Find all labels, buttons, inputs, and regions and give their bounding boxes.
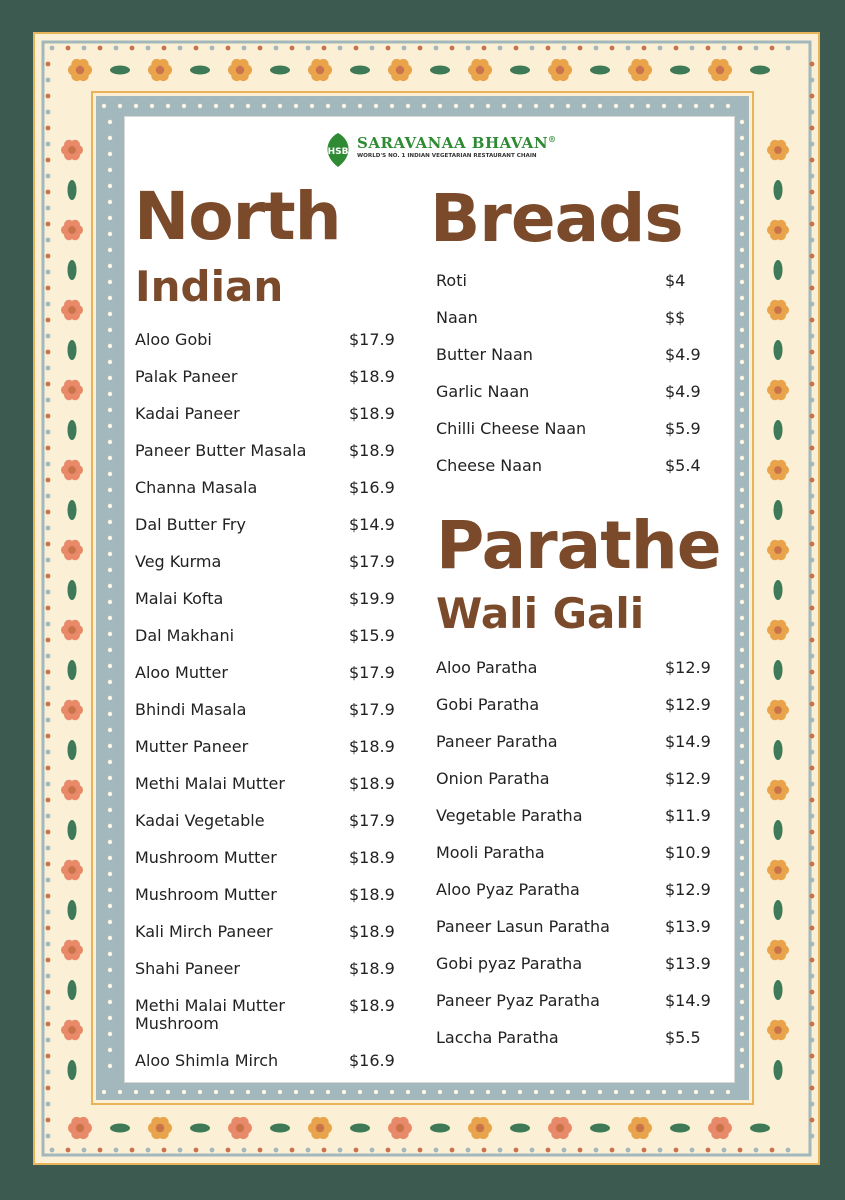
- item-price: $15.9: [349, 626, 395, 645]
- brand-logo: [322, 132, 557, 170]
- item-price: $18.9: [349, 922, 395, 941]
- item-price: $17.9: [349, 663, 395, 682]
- item-price: $4.9: [665, 382, 701, 401]
- item-price: $14.9: [665, 732, 711, 751]
- item-name: Chilli Cheese Naan: [436, 419, 587, 438]
- item-price: $5.5: [665, 1028, 701, 1047]
- item-price: $5.4: [665, 456, 701, 475]
- item-name: Dal Makhani: [135, 626, 235, 645]
- brand-name: SARAVANAA BHAVAN: [357, 134, 549, 152]
- item-price: $16.9: [349, 478, 395, 497]
- item-price: $18.9: [349, 737, 395, 756]
- item-name: Channa Masala: [135, 478, 258, 497]
- item-name: Onion Paratha: [436, 769, 550, 788]
- item-name: Laccha Paratha: [436, 1028, 559, 1047]
- item-price: $18.9: [349, 441, 395, 460]
- item-price: $18.9: [349, 774, 395, 793]
- parathe-title-line2: Wali Gali: [436, 589, 645, 638]
- registered-mark: ®: [548, 134, 557, 144]
- item-name: Methi Malai Mutter Mushroom: [135, 996, 285, 1033]
- item-name: Paneer Pyaz Paratha: [436, 991, 600, 1010]
- item-name: Garlic Naan: [436, 382, 530, 401]
- item-name: Veg Kurma: [135, 552, 222, 571]
- item-price: $18.9: [349, 404, 395, 423]
- item-name: Methi Malai Mutter: [135, 774, 285, 793]
- north-indian-title-line2: Indian: [135, 262, 284, 311]
- item-price: $4: [665, 271, 686, 290]
- item-price: $10.9: [665, 843, 711, 862]
- item-price: $12.9: [665, 769, 711, 788]
- item-price: $5.9: [665, 419, 701, 438]
- item-price: $16.9: [349, 1051, 395, 1070]
- item-price: $18.9: [349, 996, 395, 1015]
- parathe-title-line1: Parathe: [436, 507, 721, 584]
- item-price: $4.9: [665, 345, 701, 364]
- item-price: $11.9: [665, 806, 711, 825]
- item-name: Malai Kofta: [135, 589, 224, 608]
- item-price: $18.9: [349, 885, 395, 904]
- item-price: $18.9: [349, 848, 395, 867]
- item-name: Paneer Butter Masala: [135, 441, 307, 460]
- item-name: Vegetable Paratha: [436, 806, 583, 825]
- item-price: $19.9: [349, 589, 395, 608]
- item-price: $17.9: [349, 330, 395, 349]
- breads-title: Breads: [430, 180, 683, 257]
- item-name: Aloo Mutter: [135, 663, 228, 682]
- item-price: $12.9: [665, 880, 711, 899]
- item-name: Shahi Paneer: [135, 959, 240, 978]
- item-price: $13.9: [665, 917, 711, 936]
- item-name: Mushroom Mutter: [135, 885, 277, 904]
- item-name: Mushroom Mutter: [135, 848, 277, 867]
- item-name: Dal Butter Fry: [135, 515, 246, 534]
- item-name: Cheese Naan: [436, 456, 542, 475]
- item-price: $17.9: [349, 811, 395, 830]
- item-name: Roti: [436, 271, 467, 290]
- item-price: $14.9: [349, 515, 395, 534]
- item-name: Aloo Paratha: [436, 658, 538, 677]
- item-name: Kadai Paneer: [135, 404, 240, 423]
- item-name: Mooli Paratha: [436, 843, 545, 862]
- item-price: $$: [665, 308, 686, 327]
- north-indian-title-line1: North: [134, 178, 341, 255]
- item-price: $12.9: [665, 658, 711, 677]
- item-price: $12.9: [665, 695, 711, 714]
- item-name: Aloo Shimla Mirch: [135, 1051, 279, 1070]
- item-name: Palak Paneer: [135, 367, 238, 386]
- item-name: Gobi Paratha: [436, 695, 540, 714]
- item-name: Aloo Gobi: [135, 330, 212, 349]
- item-price: $17.9: [349, 700, 395, 719]
- item-name: Mutter Paneer: [135, 737, 249, 756]
- item-name: Gobi pyaz Paratha: [436, 954, 583, 973]
- item-name: Paneer Paratha: [436, 732, 558, 751]
- item-price: $14.9: [665, 991, 711, 1010]
- item-name: Naan: [436, 308, 478, 327]
- item-name: Kadai Vegetable: [135, 811, 265, 830]
- logo-initials: HSB: [327, 147, 349, 157]
- brand-tagline: WORLD'S NO. 1 INDIAN VEGETARIAN RESTAURANT CHAIN: [357, 153, 537, 159]
- item-name: Paneer Lasun Paratha: [436, 917, 610, 936]
- item-name: Aloo Pyaz Paratha: [436, 880, 580, 899]
- leaf-logo-icon: [322, 132, 354, 168]
- item-price: $17.9: [349, 552, 395, 571]
- item-name: Bhindi Masala: [135, 700, 247, 719]
- item-name: Butter Naan: [436, 345, 533, 364]
- item-price: $18.9: [349, 367, 395, 386]
- item-price: $18.9: [349, 959, 395, 978]
- item-price: $13.9: [665, 954, 711, 973]
- item-name: Kali Mirch Paneer: [135, 922, 273, 941]
